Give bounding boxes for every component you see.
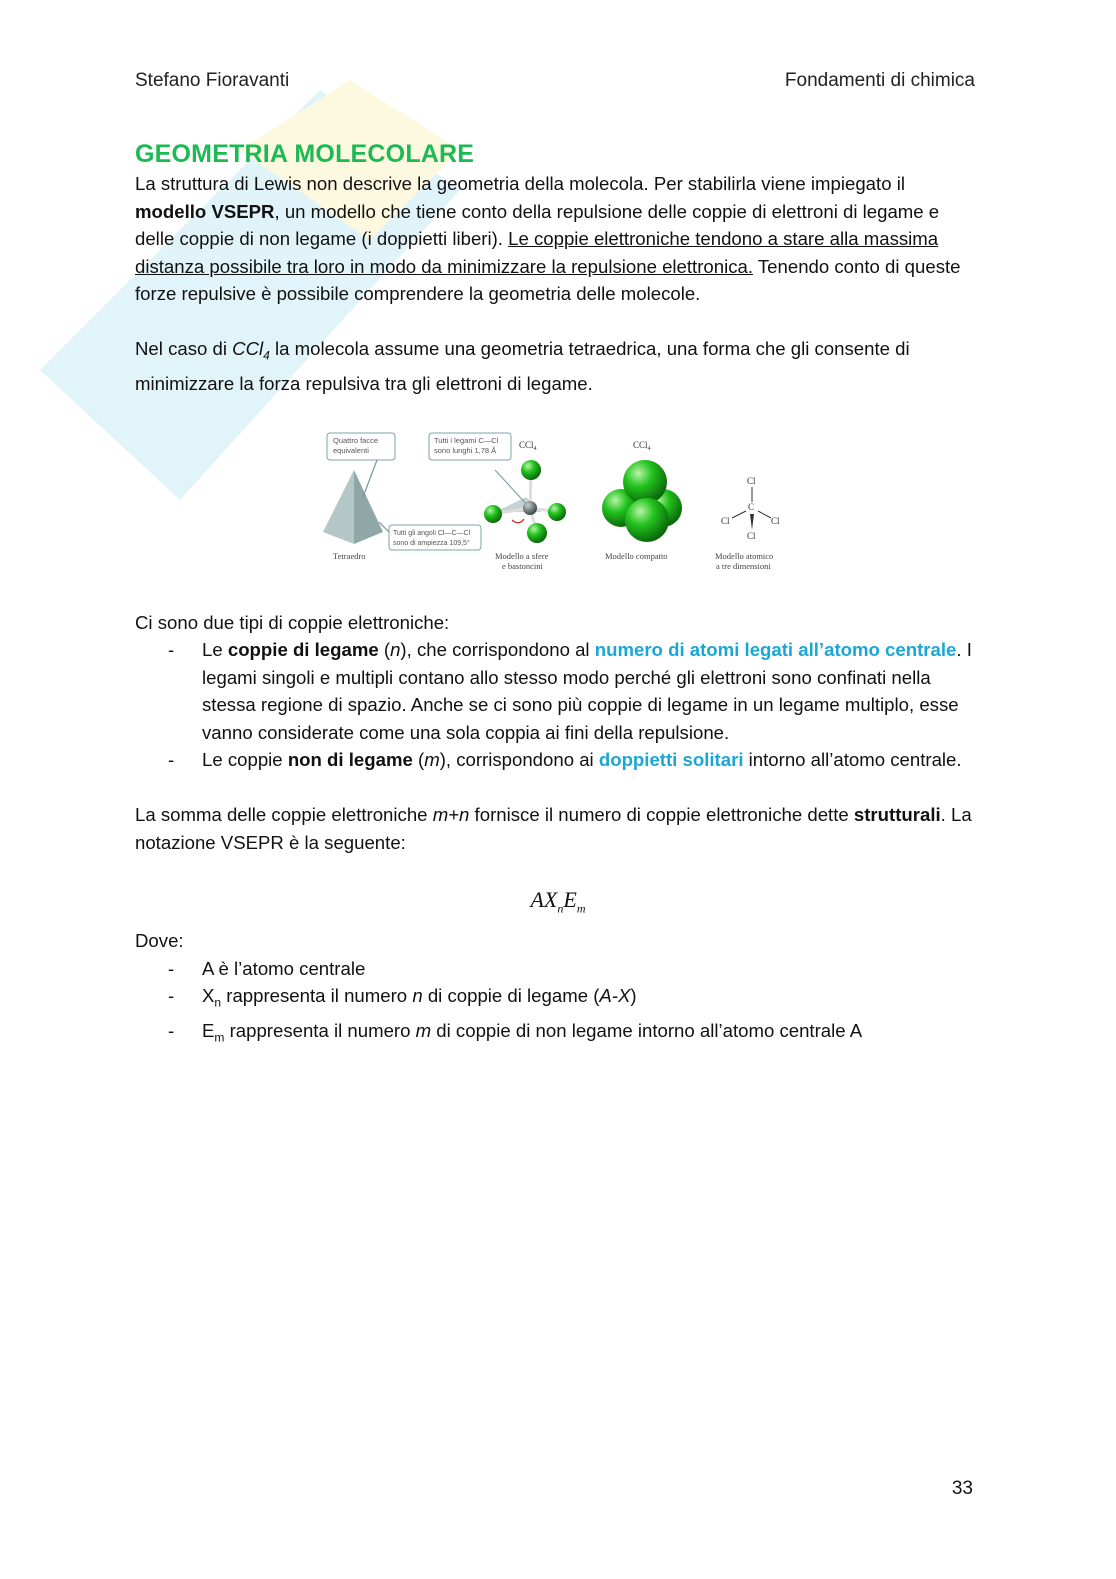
caption-atomic-2: a tre dimensioni: [716, 560, 771, 571]
list-item: - Le coppie non di legame (m), corrispondono ai doppietti solitari intorno all’atomo centrale.: [135, 746, 981, 774]
svg-text:sono di ampiezza 109,5°: sono di ampiezza 109,5°: [393, 539, 470, 547]
svg-text:Cl: Cl: [771, 515, 780, 526]
svg-text:sono lunghi 1,78 Å: sono lunghi 1,78 Å: [434, 445, 497, 455]
tetrahedron-shape: [323, 460, 389, 544]
ccl4-label-1: CCl$_4$: [519, 439, 537, 452]
where-list: [135, 955, 981, 1053]
sum-paragraph: La somma delle coppie elettroniche m+n fornisce il numero di coppie elettroniche dette strutturali. La notazione VSEPR è la seguente:: [135, 804, 972, 853]
caption-compact: Modello compatto: [605, 550, 668, 561]
ccl4-label-2: CCl$_4$: [633, 439, 651, 452]
list-item: - $X_n$ rappresenta il numero n di coppie di legame (A-X): [135, 982, 981, 1017]
list-item: - Le coppie di legame (n), che corrispondono al numero di atomi legati all’atomo centrale. I legami singoli e multipli contano allo stesso modo perché gli elettroni sono confinati nella stessa regione di spazio. Anche se ci sono più coppie di legame in un legame multiplo, esse vanno considerate come una sola coppia ai fini della repulsione.: [135, 636, 981, 746]
svg-text:Cl: Cl: [721, 515, 730, 526]
pairs-intro: Ci sono due tipi di coppie elettroniche:: [135, 611, 450, 633]
atomic-3d-model: [721, 476, 780, 541]
list-item: - $E_m$ rappresenta il numero m di coppie di non legame intorno all’atomo centrale A: [135, 1017, 981, 1052]
svg-text:Cl: Cl: [747, 530, 756, 541]
pairs-list: [135, 636, 981, 774]
caption-tetrahedron: Tetraedro: [333, 550, 366, 561]
svg-text:Cl: Cl: [747, 475, 756, 486]
compact-model: [602, 460, 682, 542]
where-label: Dove:: [135, 930, 184, 952]
header-subject: Fondamenti di chimica: [784, 70, 975, 91]
caption-ball-stick-1: Modello a sfere: [495, 550, 549, 561]
intro-paragraph: La struttura di Lewis non descrive la geometria della molecola. Per stabilirla viene impiegato il modello VSEPR, un modello che tiene conto della repulsione delle coppie di elettroni di legame e delle coppie di non legame (i doppietti liberi). Le coppie elettroniche tendono a stare alla massima distanza possibile tra loro in modo da minimizzare la repulsione elettronica. Tenendo conto di queste forze repulsive è possibile comprendere la geometria delle molecole.: [135, 173, 961, 304]
svg-text:equivalenti: equivalenti: [333, 445, 369, 455]
svg-text:Tutti gli angoli Cl—C—Cl: Tutti gli angoli Cl—C—Cl: [393, 529, 471, 537]
caption-atomic-1: Modello atomico: [715, 550, 774, 561]
list-item: - A è l’atomo centrale: [135, 955, 981, 983]
ccl4-paragraph: Nel caso di CCl$_4$ la molecola assume una geometria tetraedrica, una forma che gli consente di minimizzare la forza repulsiva tra gli elettroni di legame.: [135, 338, 910, 395]
caption-ball-stick-2: e bastoncini: [502, 560, 543, 571]
svg-text:C: C: [748, 501, 755, 512]
section-title: GEOMETRIA MOLECOLARE: [135, 140, 475, 168]
ball-and-stick-model: [484, 460, 566, 543]
vsepr-formula: $AX_nE_m$: [530, 887, 586, 916]
svg-text:Quattro facce: Quattro facce: [333, 435, 379, 445]
header-author: Stefano Fioravanti: [135, 70, 290, 91]
page-number: 33: [951, 1478, 973, 1499]
ccl4-figure: [321, 422, 801, 582]
page-content: [135, 138, 981, 1053]
svg-text:Tutti i legami C—Cl: Tutti i legami C—Cl: [434, 435, 499, 445]
